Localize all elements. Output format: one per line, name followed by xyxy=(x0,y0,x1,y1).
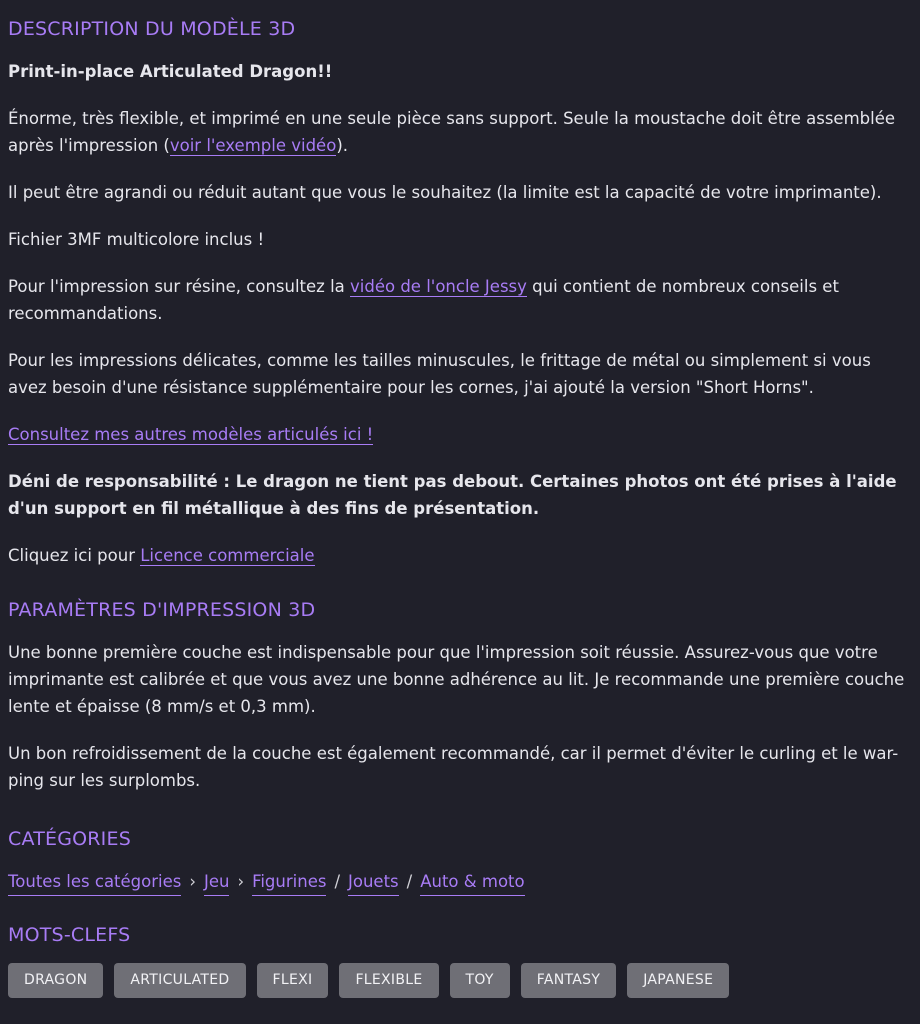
categories-heading: CATÉGORIES xyxy=(8,828,131,850)
category-all-link[interactable]: Toutes les catégories xyxy=(8,868,181,896)
tag-flexible[interactable]: FLEXIBLE xyxy=(339,963,438,998)
p4-text: Pour l'impression sur résine, consultez la xyxy=(8,277,351,296)
breadcrumb-separator: › xyxy=(189,872,196,891)
description-paragraph-5: Pour les impressions délicates, comme les tailles minuscules, le frittage de métal ou simplement si vous avez besoin d'une résistance supplémentaire pour les cornes, j'ai ajouté la version "Short Horns". xyxy=(8,351,871,397)
p4-end: qui contient de nombreux conseils et recommandations. xyxy=(8,277,839,323)
tag-dragon[interactable]: DRAGON xyxy=(8,963,103,998)
keywords-heading: MOTS-CLEFS xyxy=(8,924,131,946)
model-title: Print-in-place Articulated Dragon!! xyxy=(8,62,333,81)
description-paragraph-4 xyxy=(8,273,912,327)
description-heading: DESCRIPTION DU MODÈLE 3D xyxy=(8,18,296,40)
tag-articulated[interactable]: ARTICULATED xyxy=(114,963,245,998)
breadcrumb-separator: / xyxy=(334,872,341,891)
description-paragraph-1 xyxy=(8,105,912,159)
tag-toy[interactable]: TOY xyxy=(450,963,510,998)
breadcrumb-separator: / xyxy=(406,872,413,891)
p8-text: Cliquez ici pour xyxy=(8,546,141,565)
breadcrumb-separator: › xyxy=(237,872,245,891)
description-paragraph-6 xyxy=(8,421,912,448)
commercial-license-link[interactable]: Licence commerciale xyxy=(140,546,315,565)
keyword-tags xyxy=(8,963,912,998)
category-figurines-link[interactable]: Figurines xyxy=(252,868,326,896)
uncle-jessy-video-link[interactable]: vidéo de l'oncle Jessy xyxy=(350,277,527,296)
p1-text: Énorme, très flexible, et imprimé en une seule pièce sans support. Seule la moustache doit être assemblée après l'impression ( xyxy=(8,109,896,155)
tag-japanese[interactable]: JAPANESE xyxy=(627,963,729,998)
category-breadcrumb xyxy=(8,868,912,896)
category-jeu-link[interactable]: Jeu xyxy=(204,868,229,896)
settings-heading: PARAMÈTRES D'IMPRESSION 3D xyxy=(8,599,316,621)
description-paragraph-2: Il peut être agrandi ou réduit autant que vous le souhaitez (la limite est la capacité de votre imprimante). xyxy=(8,183,882,202)
category-auto-moto-link[interactable]: Auto & moto xyxy=(420,868,524,896)
tag-fantasy[interactable]: FANTASY xyxy=(521,963,616,998)
other-models-link[interactable]: Consultez mes autres modèles articulés ici ! xyxy=(8,425,374,444)
category-jouets-link[interactable]: Jouets xyxy=(348,868,399,896)
p1-end: ). xyxy=(336,136,348,155)
description-paragraph-8 xyxy=(8,542,912,569)
settings-paragraph-1: Une bonne première couche est indispensable pour que l'impression soit réussie. Assurez-vous que votre imprimante est calibrée et que vous avez une bonne adhérence au lit. Je recommande une première couche lente et épaisse (8 mm/s et 0,3 mm). xyxy=(8,643,905,716)
example-video-link[interactable]: voir l'exemple vidéo xyxy=(169,136,337,155)
tag-flexi[interactable]: FLEXI xyxy=(257,963,329,998)
settings-paragraph-2: Un bon refroidissement de la couche est également recommandé, car il permet d'éviter le curling et le war-ping sur les surplombs. xyxy=(8,744,899,790)
description-paragraph-3: Fichier 3MF multicolore inclus ! xyxy=(8,230,265,249)
disclaimer-paragraph: Déni de responsabilité : Le dragon ne tient pas debout. Certaines photos ont été prises à l'aide d'un support en fil métallique à des fins de présentation. xyxy=(8,472,897,518)
